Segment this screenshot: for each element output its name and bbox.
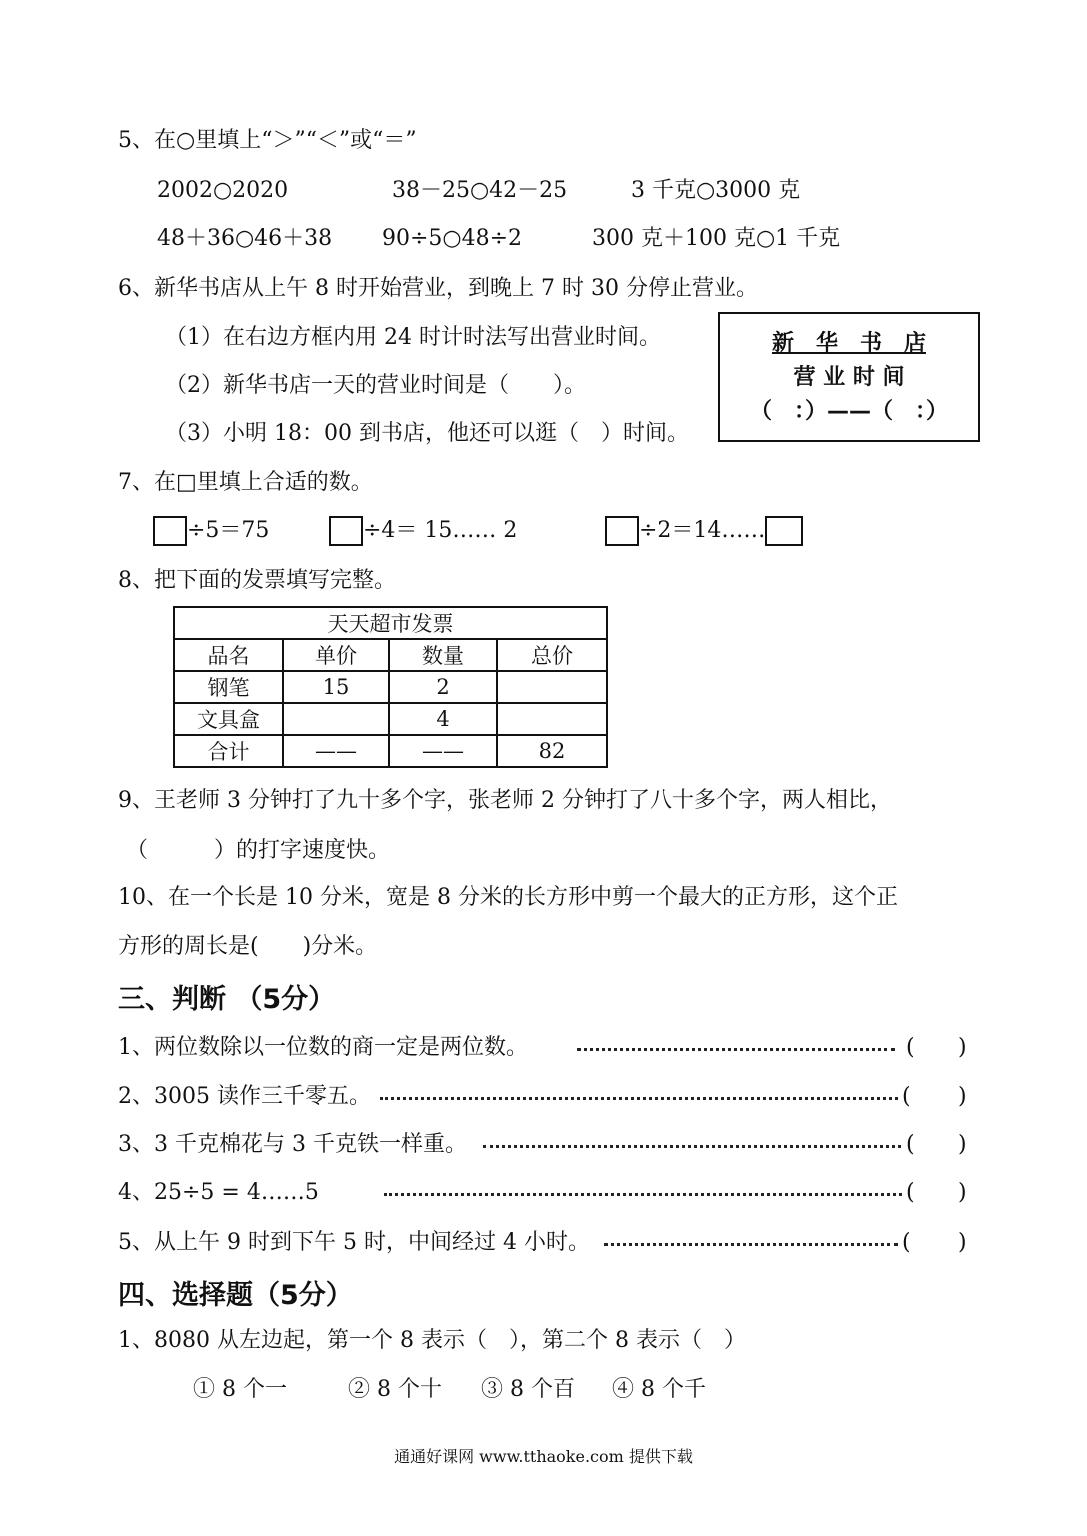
leader-dots: [483, 1145, 901, 1148]
q5-compare-6: 300 克＋100 克○1 千克: [592, 226, 841, 251]
judge-item-4: 4、25÷5 = 4……5: [118, 1180, 319, 1205]
q5-title: 5、在○里填上“＞”“＜”或“＝”: [118, 128, 417, 153]
paren-close: ): [958, 1132, 967, 1157]
invoice-header: 单价: [283, 639, 389, 671]
invoice-cell: 15: [283, 671, 389, 703]
store-hours-blank: （ ：）——（ ：）: [749, 399, 948, 424]
q10-line2: 方形的周长是( )分米。: [118, 934, 378, 959]
answer-box[interactable]: [605, 516, 639, 546]
invoice-cell: 82: [497, 735, 607, 767]
invoice-header: 总价: [497, 639, 607, 671]
invoice-cell: 合计: [174, 735, 283, 767]
q10-line1: 10、在一个长是 10 分米，宽是 8 分米的长方形中剪一个最大的正方形，这个正: [118, 885, 898, 910]
section3-heading: 三、判断 （5分）: [118, 984, 336, 1015]
paren-close: ): [958, 1180, 967, 1205]
section4-heading: 四、选择题（5分）: [118, 1280, 353, 1311]
choice-option-3[interactable]: ③ 8 个百: [481, 1377, 575, 1402]
leader-dots: [577, 1048, 895, 1051]
invoice-table: [173, 606, 608, 768]
invoice-caption: 天天超市发票: [174, 607, 607, 639]
judge-item-1: 1、两位数除以一位数的商一定是两位数。: [118, 1035, 528, 1060]
answer-box[interactable]: [329, 516, 363, 546]
page-footer: 通通好课网 www.tthaoke.com 提供下载: [394, 1447, 693, 1466]
paren-open[interactable]: (: [906, 1180, 915, 1205]
q9-line2: （ ）的打字速度快。: [126, 838, 391, 863]
q5-compare-4: 48＋36○46＋38: [157, 226, 333, 251]
q6-title: 6、新华书店从上午 8 时开始营业，到晚上 7 时 30 分停止营业。: [118, 276, 758, 301]
q9-line1: 9、王老师 3 分钟打了九十多个字，张老师 2 分钟打了八十多个字，两人相比，: [118, 788, 892, 813]
choice-option-1[interactable]: ① 8 个一: [193, 1377, 287, 1402]
judge-item-3: 3、3 千克棉花与 3 千克铁一样重。: [118, 1132, 467, 1157]
table-row: [174, 671, 607, 703]
choice-option-2[interactable]: ② 8 个十: [348, 1377, 442, 1402]
invoice-cell: 4: [389, 703, 497, 735]
table-row: [174, 735, 607, 767]
invoice-header: 品名: [174, 639, 283, 671]
store-hours-label: 营 业 时 间: [793, 365, 905, 390]
invoice-cell: 文具盒: [174, 703, 283, 735]
judge-item-2: 2、3005 读作三千零五。: [118, 1084, 371, 1109]
paren-open[interactable]: (: [902, 1230, 911, 1255]
invoice-header: 数量: [389, 639, 497, 671]
q7-title: 7、在□里填上合适的数。: [118, 470, 373, 495]
leader-dots: [384, 1193, 902, 1196]
leader-dots: [604, 1243, 898, 1246]
q6-sub1: （1）在右边方框内用 24 时计时法写出营业时间。: [165, 325, 661, 350]
q7-equation-1: ÷5＝75: [153, 516, 269, 546]
q7-equation-2: ÷4＝ 15…… 2: [329, 516, 517, 546]
store-name: 新 华 书 店: [771, 331, 926, 356]
paren-open[interactable]: (: [906, 1132, 915, 1157]
invoice-cell: 2: [389, 671, 497, 703]
q5-compare-5: 90÷5○48÷2: [382, 226, 523, 251]
q6-sub3: （3）小明 18：00 到书店，他还可以逛（ ）时间。: [165, 421, 689, 446]
q5-compare-3: 3 千克○3000 克: [631, 178, 801, 203]
remainder-box[interactable]: [765, 516, 803, 546]
q7-equation-3: ÷2＝14……: [605, 516, 803, 546]
paren-open[interactable]: (: [902, 1084, 911, 1109]
judge-item-5: 5、从上午 9 时到下午 5 时，中间经过 4 小时。: [118, 1230, 590, 1255]
paren-close: ): [958, 1230, 967, 1255]
paren-close: ): [958, 1084, 967, 1109]
leader-dots: [380, 1097, 898, 1100]
paren-open[interactable]: (: [906, 1035, 915, 1060]
paren-close: ): [958, 1035, 967, 1060]
invoice-cell-blank[interactable]: [497, 703, 607, 735]
answer-box[interactable]: [153, 516, 187, 546]
invoice-cell-blank[interactable]: [283, 703, 389, 735]
q6-sub2: （2）新华书店一天的营业时间是（ ）。: [165, 373, 586, 398]
invoice-cell: 钢笔: [174, 671, 283, 703]
q5-compare-1: 2002○2020: [157, 178, 289, 203]
invoice-cell: ——: [389, 735, 497, 767]
invoice-cell-blank[interactable]: [497, 671, 607, 703]
q5-compare-2: 38－25○42－25: [392, 178, 568, 203]
choice-option-4[interactable]: ④ 8 个千: [612, 1377, 706, 1402]
q8-title: 8、把下面的发票填写完整。: [118, 568, 396, 593]
choice-question-1: 1、8080 从左边起，第一个 8 表示（ ），第二个 8 表示（ ）: [118, 1328, 746, 1353]
invoice-cell: ——: [283, 735, 389, 767]
table-row: [174, 703, 607, 735]
store-hours-box: [718, 312, 980, 442]
